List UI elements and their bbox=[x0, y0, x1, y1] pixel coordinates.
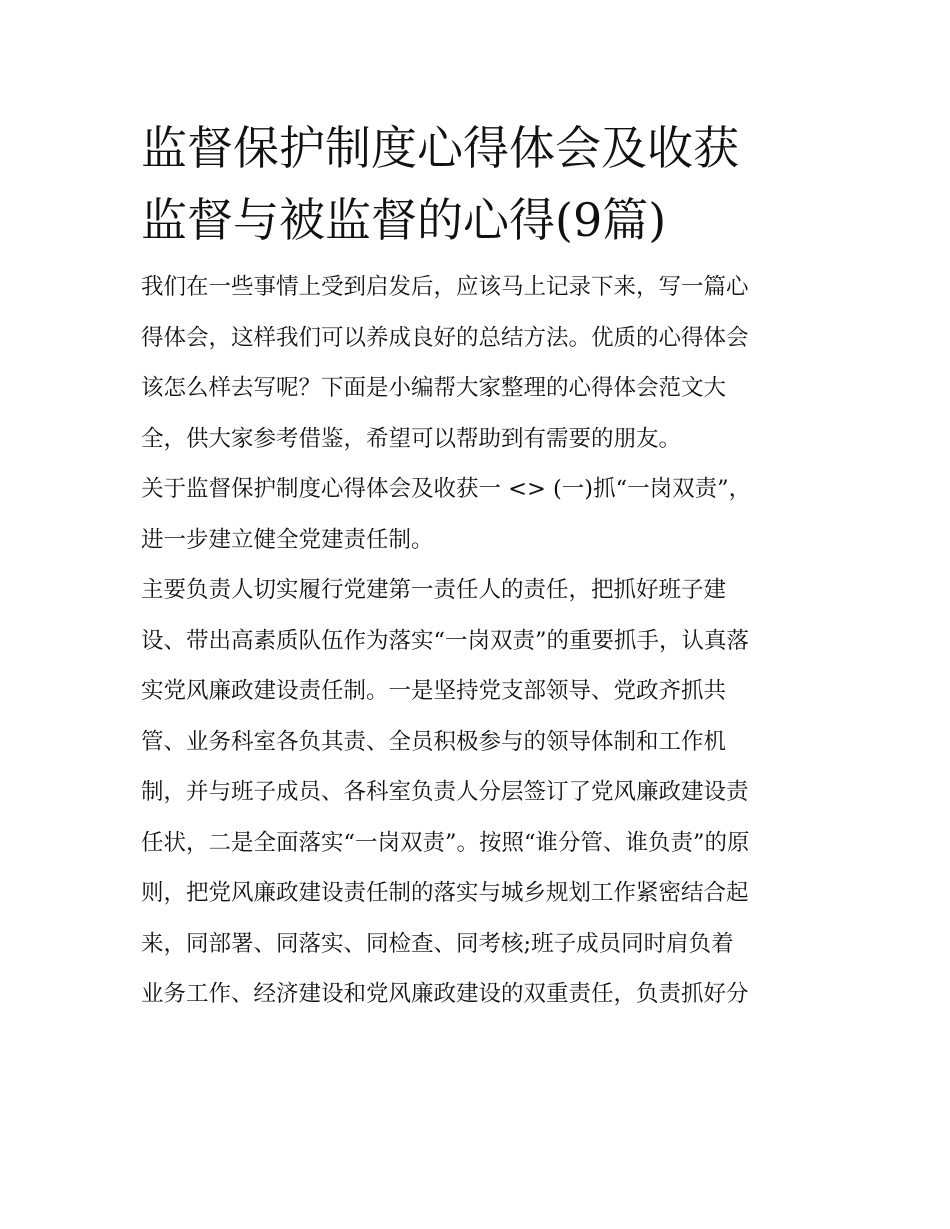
text-line: 得体会，这样我们可以养成良好的总结方法。优质的心得体会 bbox=[141, 324, 749, 351]
text-line: 主要负责人切实履行党建第一责任人的责任，把抓好班子建 bbox=[141, 577, 727, 603]
text-line: 设、带出高素质队伍作为落实“一岗双责”的重要抓手，认真落 bbox=[141, 627, 750, 654]
text-line: 关于监督保护制度心得体会及收获一 <> (一)抓“一岗双责”， bbox=[141, 476, 752, 502]
section-heading-paragraph bbox=[141, 464, 813, 565]
document-title bbox=[141, 112, 813, 256]
intro-paragraph bbox=[141, 262, 813, 464]
body-paragraph bbox=[141, 565, 813, 1020]
text-line: 任状，二是全面落实“一岗双责”。按照“谁分管、谁负责”的原 bbox=[141, 829, 750, 856]
text-line: 则，把党风廉政建设责任制的落实与城乡规划工作紧密结合起 bbox=[141, 880, 749, 906]
title-line: 监督与被监督的心得(9篇) bbox=[141, 193, 667, 247]
text-line: 实党风廉政建设责任制。一是坚持党支部领导、党政齐抓共 bbox=[141, 678, 727, 704]
text-line: 制，并与班子成员、各科室负责人分层签订了党风廉政建设责 bbox=[141, 779, 749, 805]
title-line: 监督保护制度心得体会及收获 bbox=[141, 121, 739, 175]
text-line: 来，同部署、同落实、同检查、同考核;班子成员同时肩负着 bbox=[141, 930, 734, 957]
text-line: 管、业务科室各负其责、全员积极参与的领导体制和工作机 bbox=[141, 728, 727, 755]
text-line: 该怎么样去写呢？下面是小编帮大家整理的心得体会范文大 bbox=[141, 375, 727, 401]
text-line: 全，供大家参考借鉴，希望可以帮助到有需要的朋友。 bbox=[141, 425, 682, 452]
document-content bbox=[141, 112, 813, 1020]
text-line: 我们在一些事情上受到启发后，应该马上记录下来，写一篇心 bbox=[141, 274, 749, 300]
text-line: 进一步建立健全党建责任制。 bbox=[141, 526, 434, 553]
text-line: 业务工作、经济建设和党风廉政建设的双重责任，负责抓好分 bbox=[141, 981, 749, 1007]
